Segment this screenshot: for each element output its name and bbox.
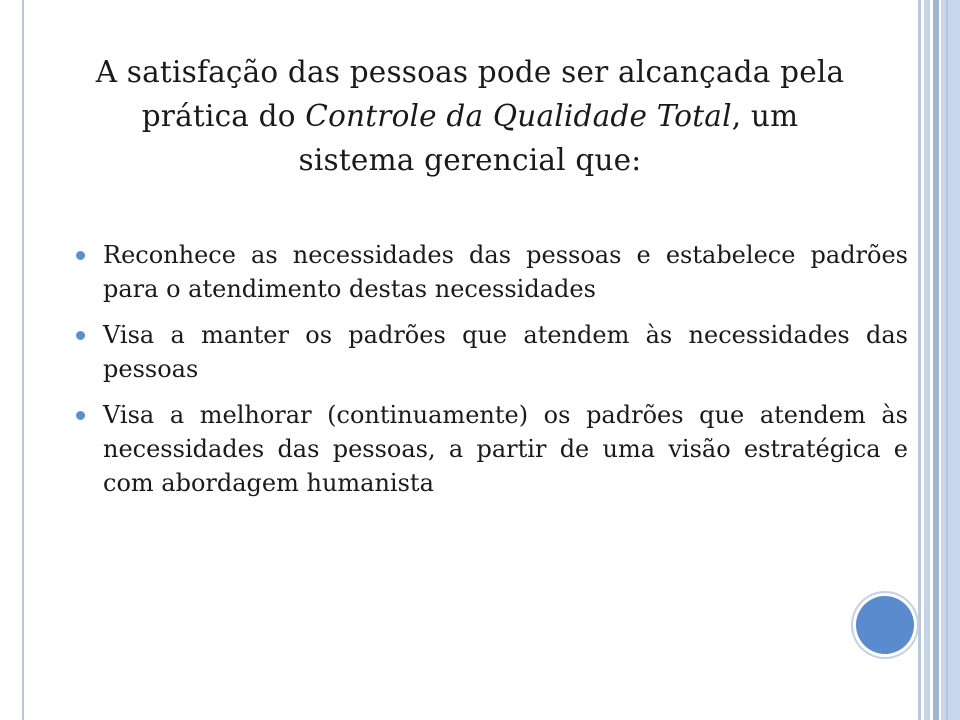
bullet-text: Visa a melhorar (continuamente) os padrões que atendem às necessidades das pessoas, a partir de uma visão estratégica e com abordagem humanista <box>103 401 908 497</box>
title-line-3: sistema gerencial que: <box>298 143 642 177</box>
title-line-2-post: , um <box>731 99 799 133</box>
bullet-item <box>70 238 908 306</box>
bullet-item <box>70 398 908 500</box>
title-line-2-pre: prática do <box>141 99 306 133</box>
decor-stripe <box>924 0 930 720</box>
bullet-dot-icon <box>76 251 85 260</box>
slide-title <box>40 50 900 182</box>
bullet-dot-icon <box>76 331 85 340</box>
decor-stripe <box>933 0 939 720</box>
bullet-text: Reconhece as necessidades das pessoas e estabelece padrões para o atendimento destas necessidades <box>103 241 908 303</box>
bullet-text: Visa a manter os padrões que atendem às necessidades das pessoas <box>103 321 908 383</box>
decorative-circle-icon <box>856 596 914 654</box>
bullet-list <box>70 238 908 512</box>
decor-stripe <box>946 0 948 720</box>
title-line-1: A satisfação das pessoas pode ser alcançada pela <box>95 55 845 89</box>
slide-left-border <box>22 0 24 720</box>
bullet-dot-icon <box>76 411 85 420</box>
bullet-item <box>70 318 908 386</box>
decor-stripe <box>941 0 960 720</box>
decor-stripe <box>918 0 921 720</box>
title-emphasis: Controle da Qualidade Total <box>305 99 732 133</box>
